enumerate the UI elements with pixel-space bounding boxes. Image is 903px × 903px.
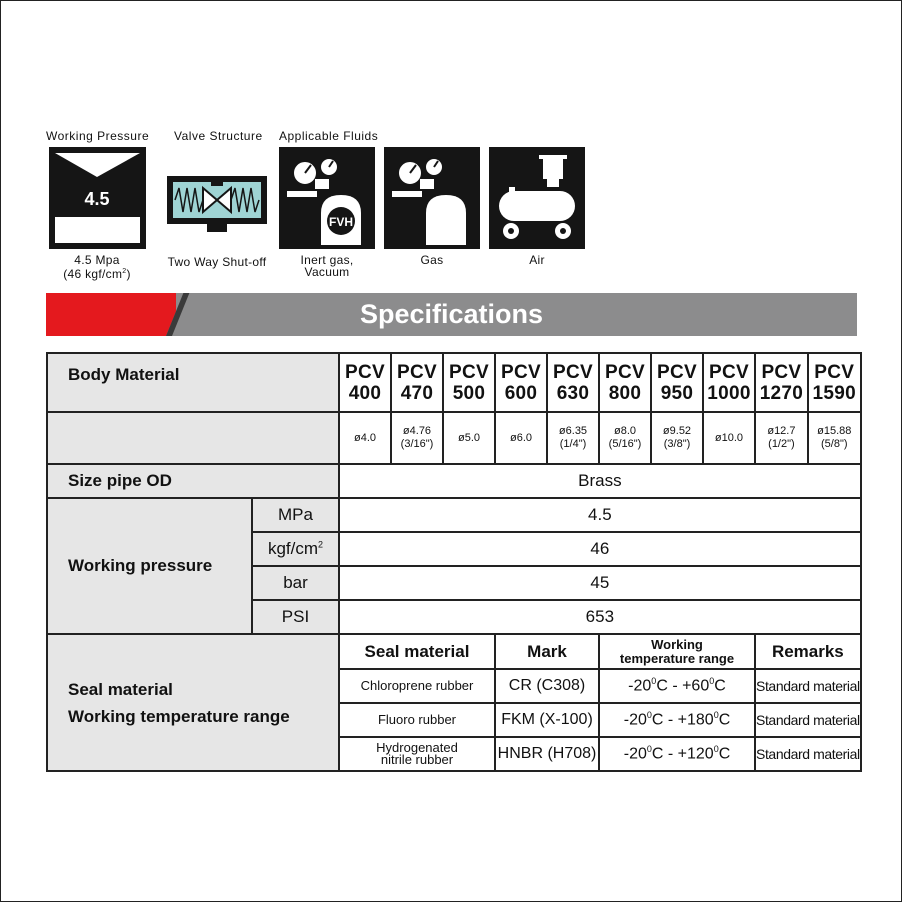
- model-cell: PCV 800: [599, 353, 651, 412]
- remarks-cell: Standard material: [755, 737, 861, 771]
- body-material-label: Body Material: [47, 353, 339, 412]
- size-cell: ø8.0 (5/16"): [599, 412, 651, 464]
- seal-label-line1: Seal material: [68, 679, 173, 699]
- size-row: [47, 412, 861, 464]
- model-cell: PCV 400: [339, 353, 391, 412]
- working-pressure-label: Working pressure: [47, 498, 252, 634]
- pressure-unit: kgf/$cm^2$: [252, 532, 339, 566]
- pressure-unit: PSI: [252, 600, 339, 634]
- seal-material-cell: Hydrogenated nitrile rubber: [339, 737, 495, 771]
- air-caption: Air: [529, 253, 545, 267]
- pressure-unit: MPa: [252, 498, 339, 532]
- remarks-header: Remarks: [755, 634, 861, 669]
- pressure-caption-line1: 4.5 Mpa: [74, 253, 120, 267]
- pressure-caption: [46, 254, 148, 280]
- size-cell: ø9.52 (3/8"): [651, 412, 703, 464]
- pressure-value: 4.5: [339, 498, 861, 532]
- size-pipe-row: [47, 464, 861, 498]
- size-pipe-label: Size pipe OD: [47, 464, 339, 498]
- fvh-label: FVH: [329, 215, 353, 229]
- gas-cylinder-icon: [384, 147, 480, 249]
- remarks-cell: Standard material: [755, 669, 861, 703]
- applicable-fluids-label: Applicable Fluids: [279, 129, 379, 143]
- pressure-unit: bar: [252, 566, 339, 600]
- seal-header-row: [47, 634, 861, 669]
- specifications-banner: [46, 293, 857, 336]
- seal-label-line2: Working temperature range: [68, 706, 290, 726]
- size-cell: ø6.35 (1/4"): [547, 412, 599, 464]
- working-pressure-label: Working Pressure: [46, 129, 150, 143]
- pressure-value: 46: [339, 532, 861, 566]
- size-cell: ø12.7 (1/2"): [755, 412, 808, 464]
- seal-material-cell: Chloroprene rubber: [339, 669, 495, 703]
- size-row-blank-label: [47, 412, 339, 464]
- mark-cell: FKM (X-100): [495, 703, 599, 737]
- pressure-row: [47, 498, 861, 532]
- temperature-cell: $-20^0C - +180^0C$: [599, 703, 755, 737]
- size-cell: ø4.76 (3/16"): [391, 412, 443, 464]
- inert-gas-caption-line2: Vacuum: [304, 265, 350, 279]
- model-cell: PCV 500: [443, 353, 495, 412]
- mark-cell: HNBR (H708): [495, 737, 599, 771]
- temperature-cell: $-20^0C - +60^0C$: [599, 669, 755, 703]
- seal-material-cell: Fluoro rubber: [339, 703, 495, 737]
- seal-material-header: Seal material: [339, 634, 495, 669]
- size-cell: ø4.0: [339, 412, 391, 464]
- specifications-table: [46, 352, 862, 772]
- two-way-valve-icon: [167, 172, 267, 232]
- mark-header: Mark: [495, 634, 599, 669]
- pressure-value: 45: [339, 566, 861, 600]
- inert-gas-caption: [279, 254, 375, 278]
- temperature-cell: $-20^0C - +120^0C$: [599, 737, 755, 771]
- gas-caption: Gas: [420, 253, 444, 267]
- inert-gas-caption-line1: Inert gas,: [300, 253, 354, 267]
- mark-cell: CR (C308): [495, 669, 599, 703]
- model-cell: PCV 630: [547, 353, 599, 412]
- size-cell: ø5.0: [443, 412, 495, 464]
- valve-structure-label: Valve Structure: [174, 129, 263, 143]
- size-cell: ø15.88 (5/8"): [808, 412, 861, 464]
- model-cell: PCV 950: [651, 353, 703, 412]
- model-cell: PCV 1000: [703, 353, 755, 412]
- remarks-cell: Standard material: [755, 703, 861, 737]
- pressure-caption-line2: (46 kgf/$cm^2$): [63, 267, 131, 281]
- model-cell: PCV 470: [391, 353, 443, 412]
- pressure-gauge-icon: [49, 147, 146, 249]
- size-cell: ø10.0: [703, 412, 755, 464]
- seal-material-label: [47, 634, 339, 771]
- model-row: [47, 353, 861, 412]
- air-compressor-icon: [489, 147, 585, 249]
- structure-caption: Two Way Shut-off: [167, 255, 267, 269]
- model-cell: PCV 1270: [755, 353, 808, 412]
- pressure-icon-value: 4.5: [84, 189, 110, 209]
- model-cell: PCV 1590: [808, 353, 861, 412]
- inert-gas-cylinder-icon: [279, 147, 375, 249]
- specifications-title: Specifications: [359, 299, 544, 329]
- pressure-value: 653: [339, 600, 861, 634]
- material-value: Brass: [339, 464, 861, 498]
- size-cell: ø6.0: [495, 412, 547, 464]
- model-cell: PCV 600: [495, 353, 547, 412]
- temperature-range-header: Working temperature range: [599, 634, 755, 669]
